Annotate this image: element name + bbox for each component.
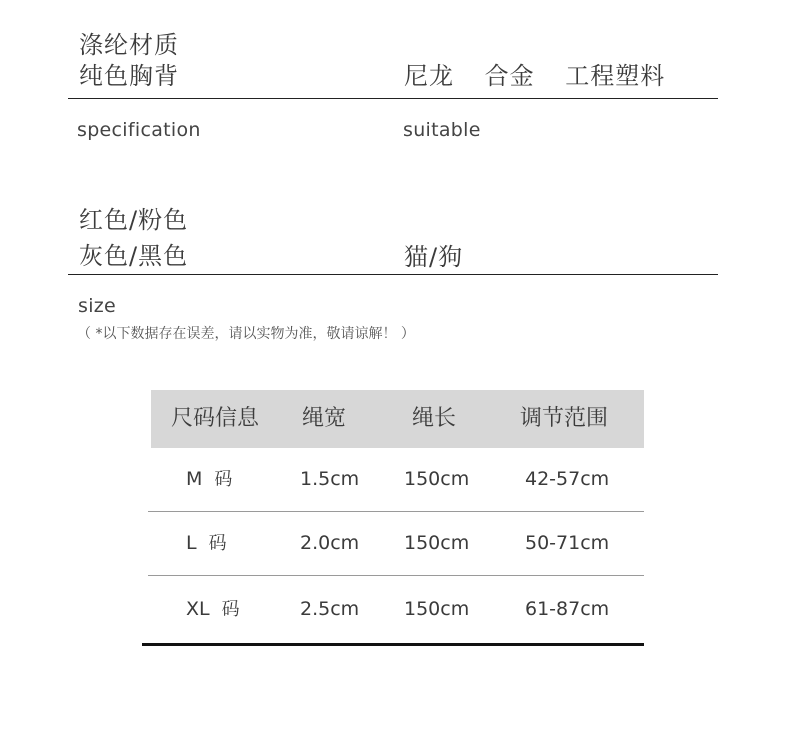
- material-parts: [404, 56, 665, 91]
- table-cell-width: 2.5cm: [300, 598, 360, 620]
- table-header-width: 绳宽: [302, 406, 347, 431]
- material-part-nylon: 尼龙: [404, 62, 454, 90]
- size-code: L: [186, 532, 197, 554]
- suitable-label: suitable: [403, 119, 481, 141]
- material-line-2: 纯色胸背: [79, 62, 179, 90]
- table-bottom-rule: [142, 643, 644, 646]
- color-option-line-2: 灰色/黑色: [79, 242, 189, 270]
- table-header-row: [151, 390, 644, 448]
- size-unit: 码: [221, 599, 240, 620]
- table-cell-range: 61-87cm: [525, 598, 610, 620]
- material-part-alloy: 合金: [484, 62, 535, 90]
- suitable-value: 猫/狗: [404, 243, 464, 271]
- table-cell-length: 150cm: [404, 532, 470, 554]
- table-cell-size: [186, 512, 227, 575]
- table-cell-length: 150cm: [404, 598, 470, 620]
- table-cell-length: 150cm: [404, 468, 470, 490]
- size-label: size: [78, 295, 117, 317]
- material-part-plastic: 工程塑料: [565, 62, 666, 90]
- color-option-line-1: 红色/粉色: [79, 206, 189, 234]
- material-line-1: 涤纶材质: [79, 31, 179, 59]
- size-unit: 码: [208, 533, 227, 554]
- table-cell-range: 42-57cm: [525, 468, 610, 490]
- table-header-size: 尺码信息: [171, 406, 260, 431]
- specification-label: specification: [77, 119, 201, 141]
- size-unit: 码: [214, 469, 233, 490]
- table-cell-size: [186, 576, 240, 642]
- table-row: [148, 576, 644, 647]
- table-cell-width: 2.0cm: [300, 532, 360, 554]
- size-code: XL: [186, 598, 210, 620]
- table-row: [148, 448, 644, 512]
- table-cell-range: 50-71cm: [525, 532, 610, 554]
- divider-rule: [68, 98, 718, 99]
- divider-rule: [68, 274, 718, 275]
- table-cell-width: 1.5cm: [300, 468, 360, 490]
- size-table: [148, 390, 644, 647]
- table-cell-size: [186, 448, 232, 511]
- table-header-range: 调节范围: [520, 406, 609, 431]
- table-row: [148, 512, 644, 576]
- size-code: M: [186, 468, 203, 490]
- size-disclaimer-note: （ *以下数据存在误差，请以实物为准，敬请谅解！ ）: [77, 326, 415, 342]
- table-header-length: 绳长: [412, 406, 457, 431]
